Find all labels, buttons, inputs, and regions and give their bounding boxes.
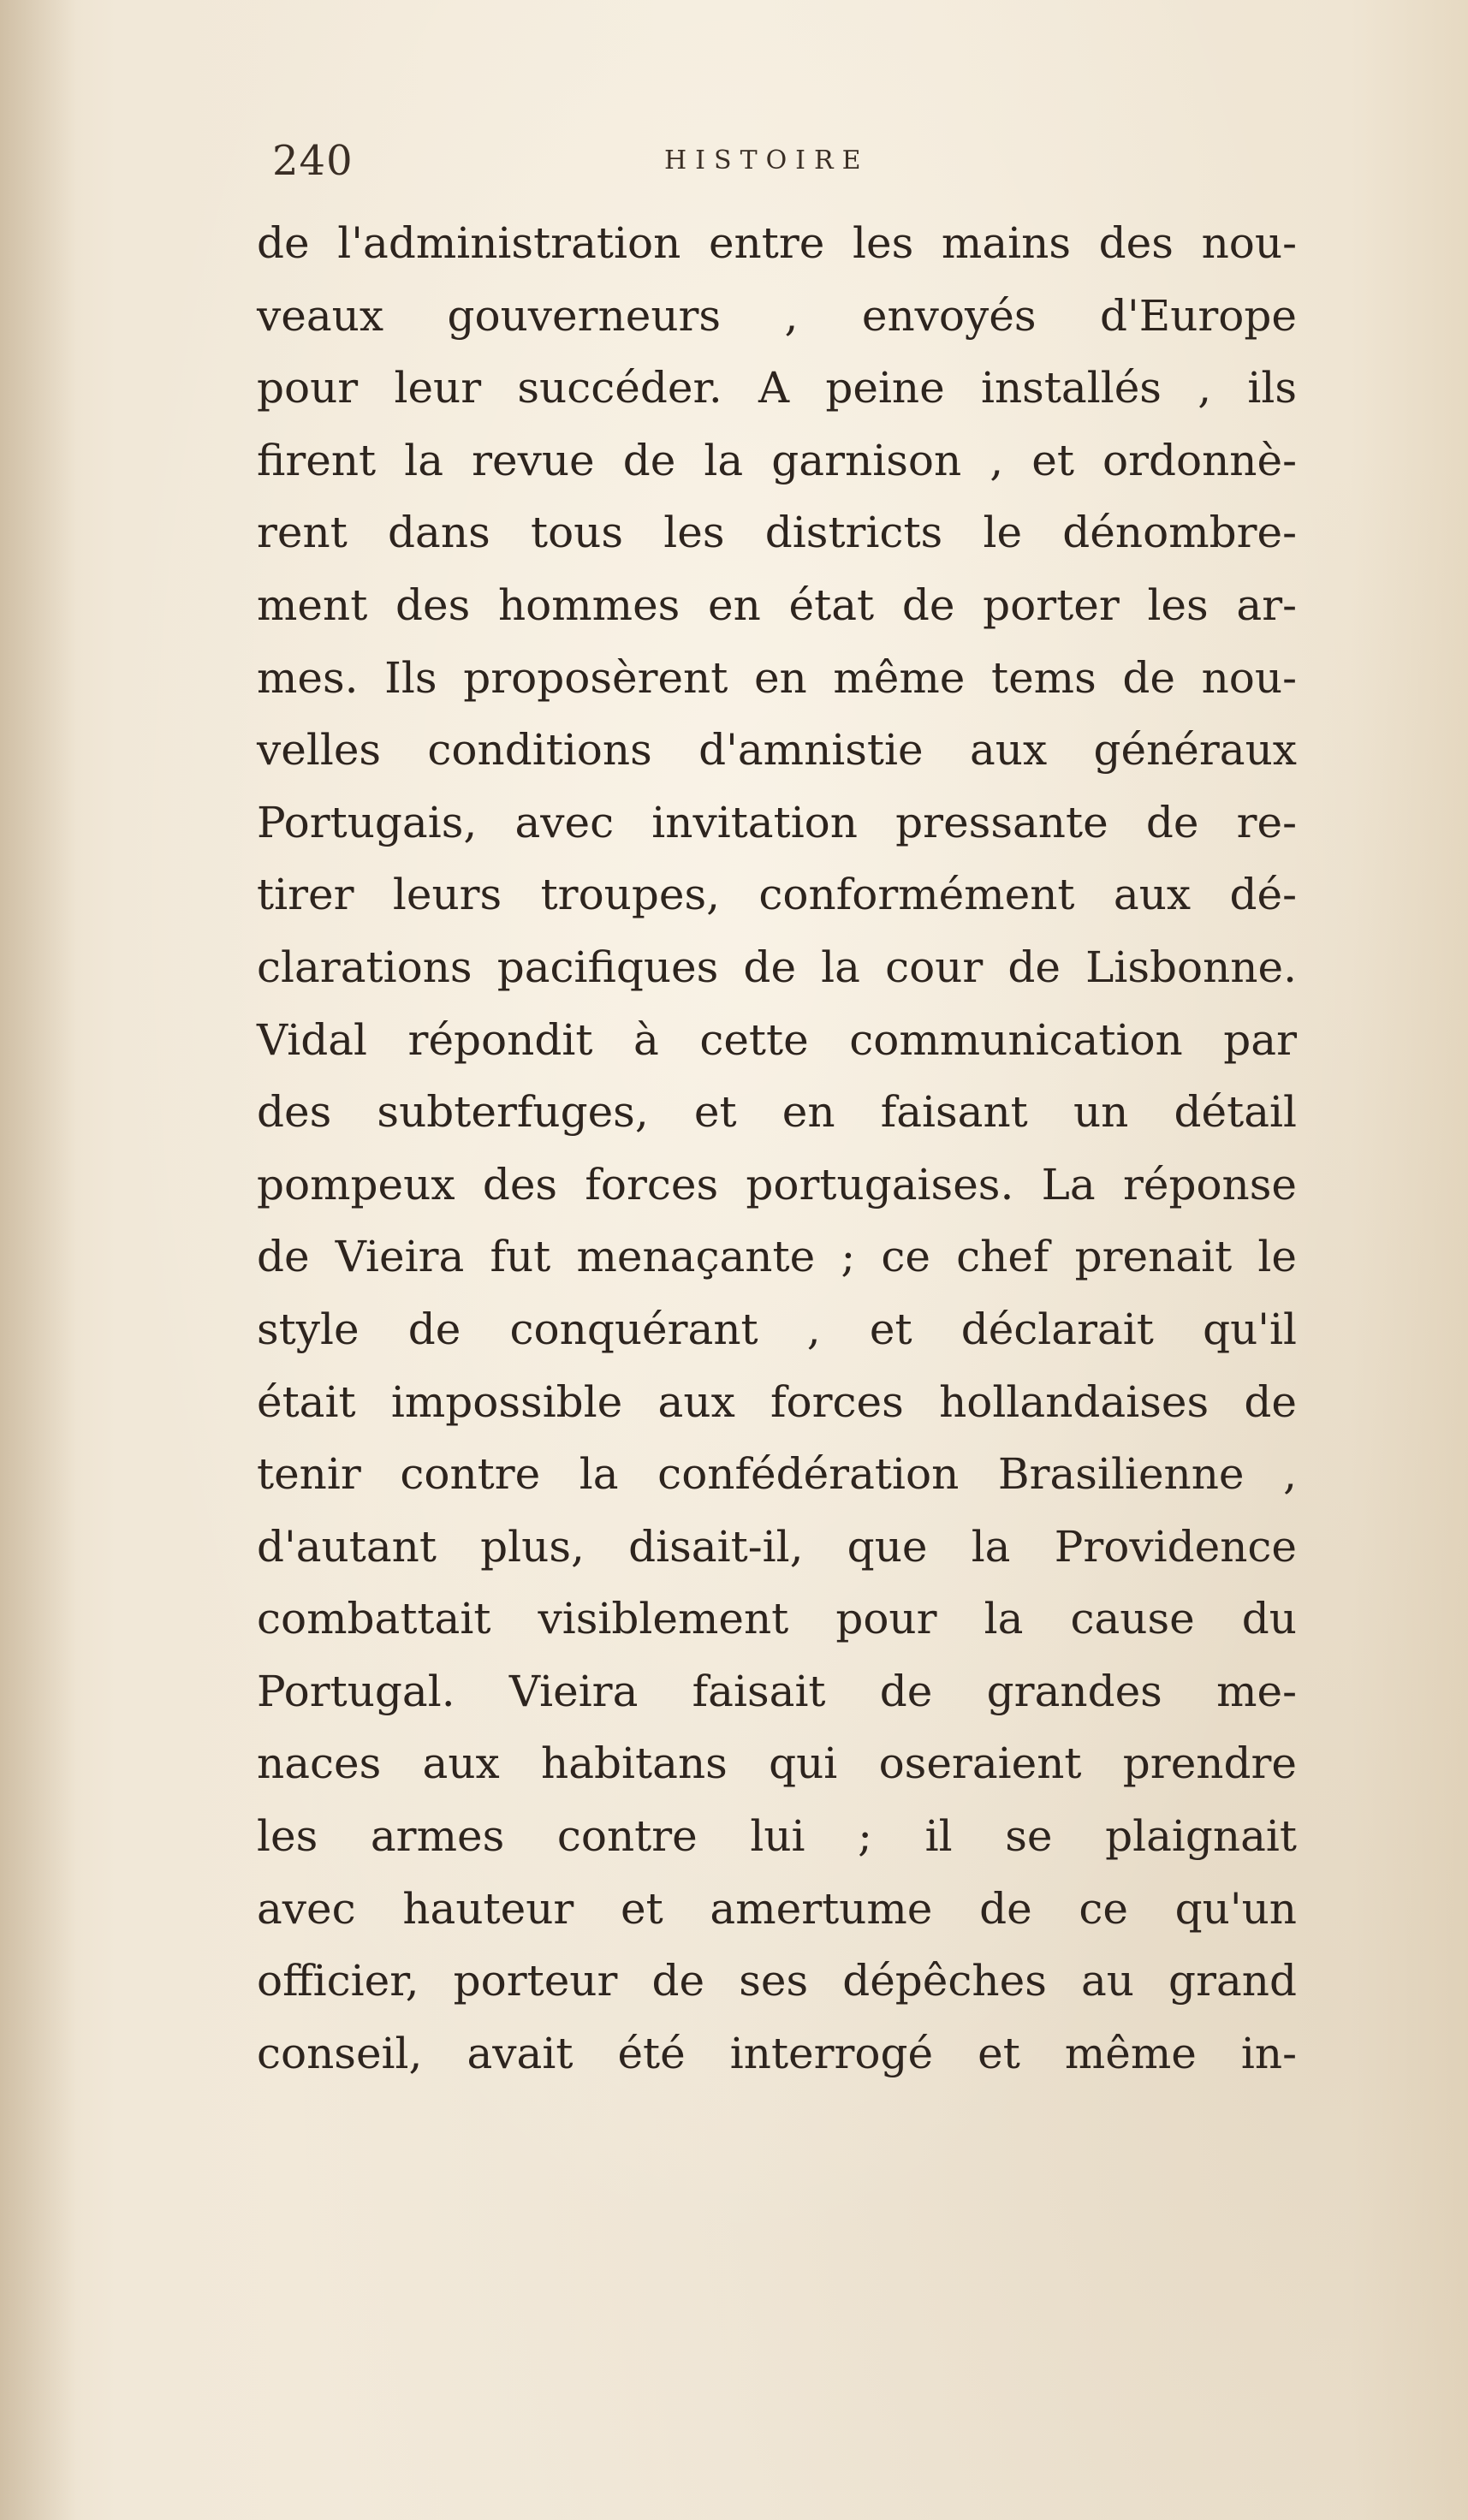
text-line: d'autant plus, disait-il, que la Providence: [257, 1521, 1297, 1572]
text-line: Vidal répondit à cette communication par: [257, 1014, 1297, 1065]
text-line: officier, porteur de ses dépêches au grand: [257, 1956, 1297, 2006]
text-line: mes. Ils proposèrent en même tems de nou-: [257, 652, 1297, 703]
body-text: [257, 207, 1297, 2089]
page-header: [272, 137, 1299, 197]
page-number: 240: [272, 137, 354, 185]
text-line: combattait visiblement pour la cause du: [257, 1594, 1297, 1644]
text-line: tenir contre la confédération Brasilienne ,: [257, 1449, 1297, 1500]
text-line: rent dans tous les districts le dénombre-: [257, 508, 1297, 558]
text-line: style de conquérant , et déclarait qu'il: [257, 1304, 1297, 1354]
text-line: velles conditions d'amnistie aux généraux: [257, 725, 1297, 776]
text-line: firent la revue de la garnison , et ordonnè-: [257, 435, 1297, 485]
text-line: était impossible aux forces hollandaises de: [257, 1376, 1297, 1427]
text-line: les armes contre lui ; il se plaignait: [257, 1811, 1297, 1862]
text-line: de Vieira fut menaçante ; ce chef prenait le: [257, 1232, 1297, 1282]
text-line: tirer leurs troupes, conformément aux dé-: [257, 870, 1297, 920]
text-line: clarations pacifiques de la cour de Lisbonne.: [257, 942, 1297, 992]
spine-shadow: [0, 0, 77, 2520]
text-line: des subterfuges, et en faisant un détail: [257, 1087, 1297, 1138]
text-line: naces aux habitans qui oseraient prendre: [257, 1738, 1297, 1789]
running-title: HISTOIRE: [664, 146, 870, 175]
text-line: Portugal. Vieira faisait de grandes me-: [257, 1666, 1297, 1716]
text-line: avec hauteur et amertume de ce qu'un: [257, 1883, 1297, 1934]
text-line: veaux gouverneurs , envoyés d'Europe: [257, 290, 1297, 341]
text-line: pompeux des forces portugaises. La réponse: [257, 1159, 1297, 1209]
text-line: conseil, avait été interrogé et même in-: [257, 2028, 1297, 2078]
text-line: ment des hommes en état de porter les ar-: [257, 579, 1297, 630]
text-line: pour leur succéder. A peine installés , ils: [257, 363, 1297, 413]
text-line: de l'administration entre les mains des nou-: [257, 218, 1297, 268]
text-line: Portugais, avec invitation pressante de re-: [257, 797, 1297, 847]
